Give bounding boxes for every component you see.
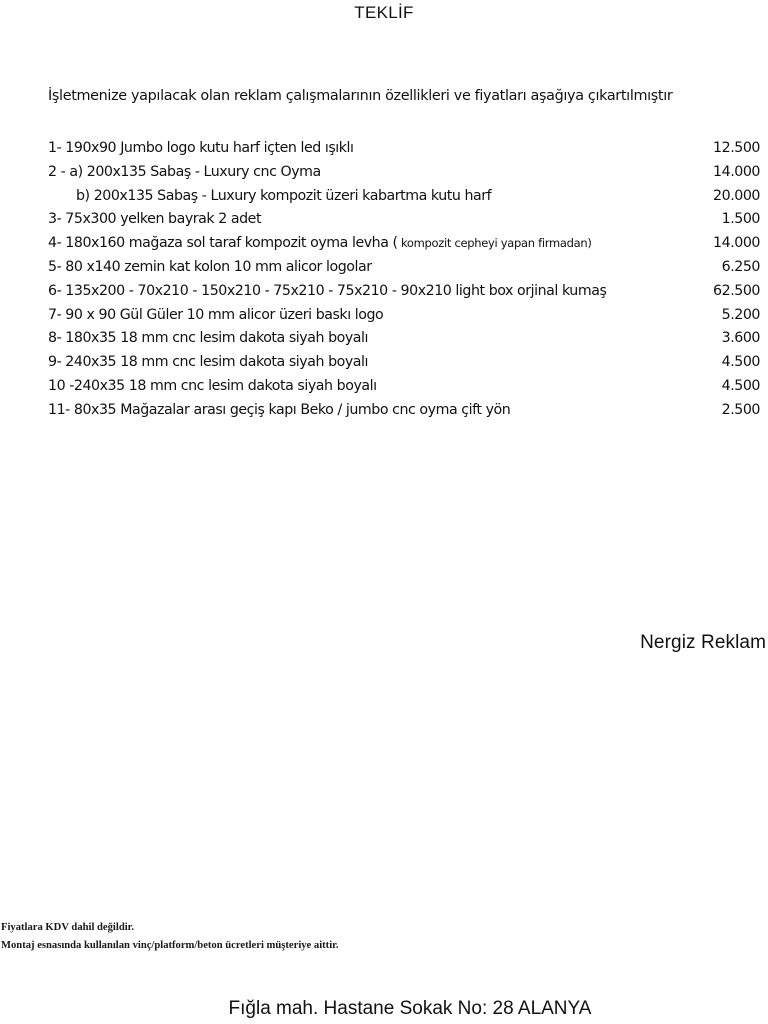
item-price: 20.000 xyxy=(713,187,760,204)
item-description: 6- 135x200 - 70x210 - 150x210 - 75x210 - 75x210 - 90x210 light box orjinal kumaş xyxy=(48,282,607,299)
offer-item-3 xyxy=(48,208,760,232)
vat-note: Fiyatlara KDV dahil değildir. xyxy=(1,922,135,933)
item-price: 4.500 xyxy=(721,377,760,394)
company-signature: Nergiz Reklam xyxy=(640,632,766,653)
item-description: 10 -240x35 18 mm cnc lesim dakota siyah boyalı xyxy=(48,377,377,394)
item-note: kompozit cepheyi yapan firmadan) xyxy=(397,236,592,251)
offer-item-8 xyxy=(48,327,760,351)
document-title: TEKLİF xyxy=(354,3,414,22)
item-description: 8- 180x35 18 mm cnc lesim dakota siyah boyalı xyxy=(48,330,369,347)
offer-item-4 xyxy=(48,232,760,256)
item-price: 4.500 xyxy=(721,354,760,371)
item-description: 4- 180x160 mağaza sol taraf kompozit oyma levha ( kompozit cepheyi yapan firmadan) xyxy=(48,235,592,252)
item-description: b) 200x135 Sabaş - Luxury kompozit üzeri kabartma kutu harf xyxy=(76,187,492,204)
item-description: 7- 90 x 90 Gül Güler 10 mm alicor üzeri baskı logo xyxy=(48,306,384,323)
offer-item-6 xyxy=(48,280,760,304)
offer-item-9 xyxy=(48,351,760,375)
item-price: 2.500 xyxy=(721,401,760,418)
offer-item-1 xyxy=(48,137,760,161)
offer-item-7 xyxy=(48,304,760,328)
offer-item-5 xyxy=(48,256,760,280)
item-description: 5- 80 x140 zemin kat kolon 10 mm alicor logolar xyxy=(48,258,372,275)
item-price: 1.500 xyxy=(721,211,760,228)
item-price: 14.000 xyxy=(713,235,760,252)
item-price: 5.200 xyxy=(721,306,760,323)
offer-item-2b xyxy=(48,185,760,209)
installation-note: Montaj esnasında kullanılan vinç/platform/beton ücretleri müşteriye aittir. xyxy=(1,940,339,951)
item-description: 11- 80x35 Mağazalar arası geçiş kapı Beko / jumbo cnc oyma çift yön xyxy=(48,401,511,418)
intro-text: İşletmenize yapılacak olan reklam çalışmalarının özellikleri ve fiyatları aşağıya çıkartılmıştır xyxy=(48,88,673,104)
offer-items-list xyxy=(48,137,760,423)
item-description: 3- 75x300 yelken bayrak 2 adet xyxy=(48,211,262,228)
offer-item-10 xyxy=(48,375,760,399)
footnotes xyxy=(1,919,339,955)
footer-address: Fığla mah. Hastane Sokak No: 28 ALANYA xyxy=(228,998,592,1019)
item-description: 9- 240x35 18 mm cnc lesim dakota siyah boyalı xyxy=(48,354,369,371)
item-price: 62.500 xyxy=(713,282,760,299)
offer-item-11 xyxy=(48,399,760,423)
offer-item-2a xyxy=(48,161,760,185)
item-price: 14.000 xyxy=(713,163,760,180)
item-price: 3.600 xyxy=(721,330,760,347)
item-description: 1- 190x90 Jumbo logo kutu harf içten led ışıklı xyxy=(48,140,354,156)
item-description: 2 - a) 200x135 Sabaş - Luxury cnc Oyma xyxy=(48,163,321,180)
item-price: 12.500 xyxy=(713,140,760,156)
item-price: 6.250 xyxy=(721,258,760,275)
